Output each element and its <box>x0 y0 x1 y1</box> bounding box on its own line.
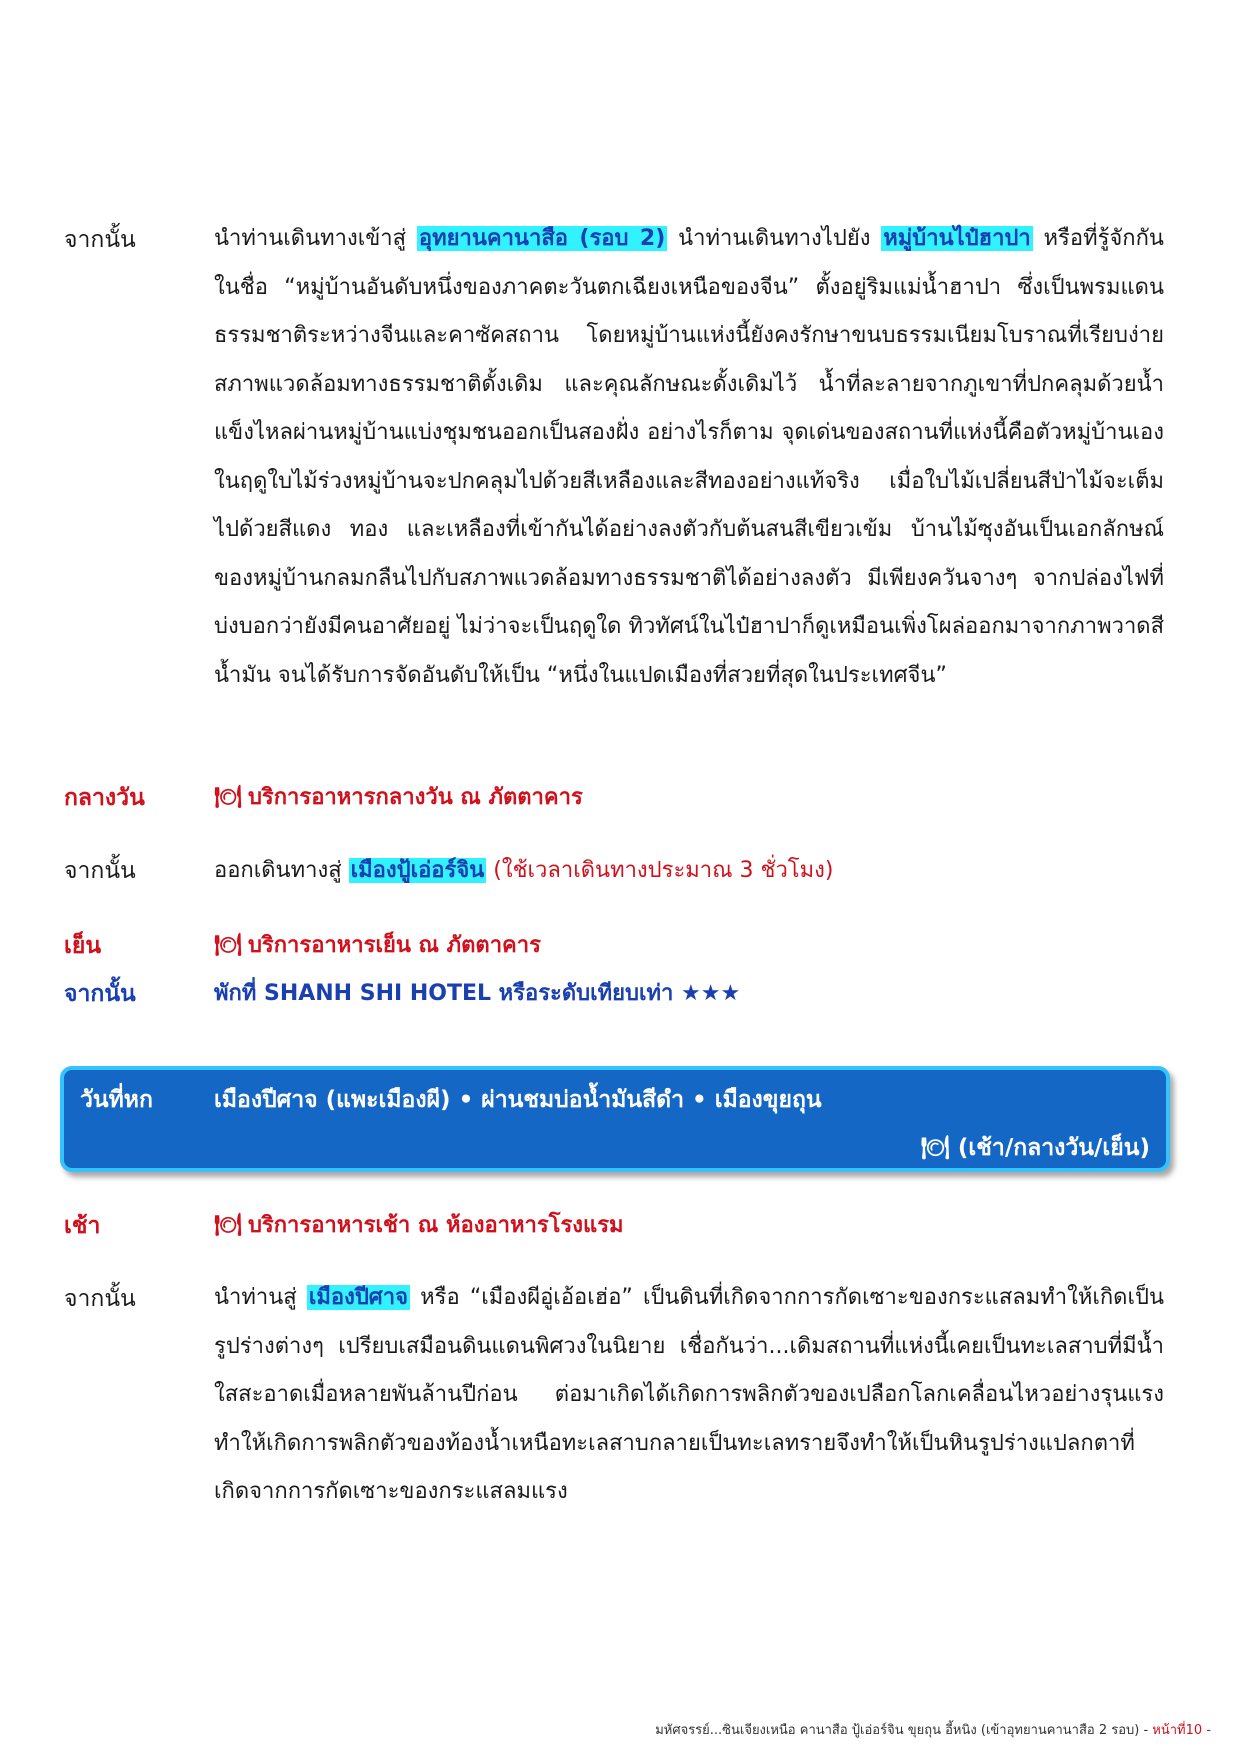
highlight-ghost-city: เมืองปีศาจ <box>308 1285 409 1310</box>
hotel-label: จากนั้น <box>64 981 136 1007</box>
breakfast-text: บริการอาหารเช้า ณ ห้องอาหารโรงแรม <box>247 1213 624 1238</box>
dining-icon: 🍽 <box>920 1135 950 1161</box>
section-body <box>214 853 1164 889</box>
travel-time: (ใช้เวลาเดินทางประมาณ 3 ชั่วโมง) <box>486 858 834 883</box>
section-body <box>214 1274 1164 1517</box>
body-text: นำท่านเดินทางไปยัง <box>667 226 882 251</box>
hotel-row <box>64 976 1164 1012</box>
section-label: จากนั้น <box>64 227 136 253</box>
page-number: หน้าที่10 - <box>1152 1723 1211 1738</box>
dining-icon: 🍽 <box>214 785 242 810</box>
page-footer <box>655 1719 1211 1740</box>
section-burqin <box>64 853 1164 889</box>
day-header-box <box>60 1066 1170 1172</box>
body-text: หรือ “เมืองผีอู่เอ้อเฮ่อ” เป็นดินที่เกิดจากการกัดเซาะของกระแสลมทำให้เกิดเป็นรูปร่างต่างๆ เปรียบเสมือนดินแดนพิศวงในนิยาย เชื่อกันว่า...เดิมสถานที่แห่งนี้เคยเป็นทะเลสาบที่มีน้ำใสสะอาดเมื่อหลายพันล้านปีก่อน ต่อมาเกิดได้เกิดการพลิกตัวของเปลือกโลกเคลื่อนไหวอย่างรุนแรง ทำให้เกิดการพลิกตัวของท้องน้ำเหนือทะเลสาบกลายเป็นทะเลทรายจึงทำให้เป็นหินรูปร่างแปลกตาที่เกิดจากการกัดเซาะของกระแสลมแรง <box>214 1285 1164 1504</box>
section-body <box>214 215 1164 700</box>
dinner-text: บริการอาหารเย็น ณ ภัตตาคาร <box>247 933 541 958</box>
dining-icon: 🍽 <box>214 1213 242 1238</box>
day-label: วันที่หก <box>80 1087 153 1113</box>
highlight-burqin: เมืองปู้เอ่อร์จิน <box>350 858 485 883</box>
lunch-text: บริการอาหารกลางวัน ณ ภัตตาคาร <box>247 785 583 810</box>
dinner-text-wrap <box>214 928 1164 964</box>
highlight-kanas: อุทยานคานาสือ (รอบ 2) <box>418 226 666 251</box>
dinner-label: เย็น <box>64 933 102 959</box>
day-meals <box>921 1130 1150 1166</box>
breakfast-label: เช้า <box>64 1213 101 1239</box>
body-text: นำท่านสู่ <box>214 1285 307 1310</box>
body-text: ออกเดินทางสู่ <box>214 858 349 883</box>
breakfast-row <box>64 1208 1164 1244</box>
body-text: นำท่านเดินทางเข้าสู่ <box>214 226 417 251</box>
hotel-text: พักที่ SHANH SHI HOTEL หรือระดับเทียบเท่า ★★★ <box>214 981 741 1006</box>
body-text: หรือที่รู้จักกันในชื่อ “หมู่บ้านอันดับหนึ่งของภาคตะวันตกเฉียงเหนือของจีน” ตั้งอยู่ริมแม่น้ำฮาปา ซึ่งเป็นพรมแดนธรรมชาติระหว่างจีนและคาซัคสถาน โดยหมู่บ้านแห่งนี้ยังคงรักษาขนบธรรมเนียมโบราณที่เรียบง่าย สภาพแวดล้อมทางธรรมชาติดั้งเดิม และคุณลักษณะดั้งเดิมไว้ น้ำที่ละลายจากภูเขาที่ปกคลุมด้วยน้ำแข็งไหลผ่านหมู่บ้านแบ่งชุมชนออกเป็นสองฝั่ง อย่างไรก็ตาม จุดเด่นของสถานที่แห่งนี้คือตัวหมู่บ้านเอง ในฤดูใบไม้ร่วงหมู่บ้านจะปกคลุมไปด้วยสีเหลืองและสีทองอย่างแท้จริง เมื่อใบไม้เปลี่ยนสีป่าไม้จะเต็มไปด้วยสีแดง ทอง และเหลืองที่เข้ากันได้อย่างลงตัวกับต้นสนสีเขียวเข้ม บ้านไม้ซุงอันเป็นเอกลักษณ์ของหมู่บ้านกลมกลืนไปกับสภาพแวดล้อมทางธรรมชาติได้อย่างลงตัว มีเพียงควันจางๆ จากปล่องไฟที่บ่งบอกว่ายังมีคนอาศัยอยู่ ไม่ว่าจะเป็นฤดูใด ทิวทัศน์ในไป๋ฮาปาก็ดูเหมือนเพิ่งโผล่ออกมาจากภาพวาดสีน้ำมัน จนได้รับการจัดอันดับให้เป็น “หนึ่งในแปดเมืองที่สวยที่สุดในประเทศจีน” <box>214 226 1165 688</box>
section-label: จากนั้น <box>64 1286 136 1312</box>
highlight-baihaba: หมู่บ้านไป๋ฮาปา <box>883 226 1031 251</box>
day-title: เมืองปีศาจ (แพะเมืองผี) • ผ่านชมบ่อน้ำมันสีดำ • เมืองขุยถุน <box>214 1087 822 1113</box>
section-label: จากนั้น <box>64 858 136 884</box>
dining-icon: 🍽 <box>214 933 242 958</box>
section-hebapa <box>64 222 1164 700</box>
lunch-text-wrap <box>214 780 1164 816</box>
breakfast-text-wrap <box>214 1208 1164 1244</box>
footer-text: มหัศจรรย์...ซินเจียงเหนือ คานาสือ ปู้เอ่อร์จิน ขุยถุน อี้หนิง (เข้าอุทยานคานาสือ 2 รอบ) - <box>655 1723 1153 1738</box>
section-ghost-city <box>64 1281 1164 1517</box>
lunch-row <box>64 780 1164 816</box>
day-meals-text: (เช้า/กลางวัน/เย็น) <box>957 1135 1150 1161</box>
dinner-row <box>64 928 1164 964</box>
lunch-label: กลางวัน <box>64 785 145 811</box>
